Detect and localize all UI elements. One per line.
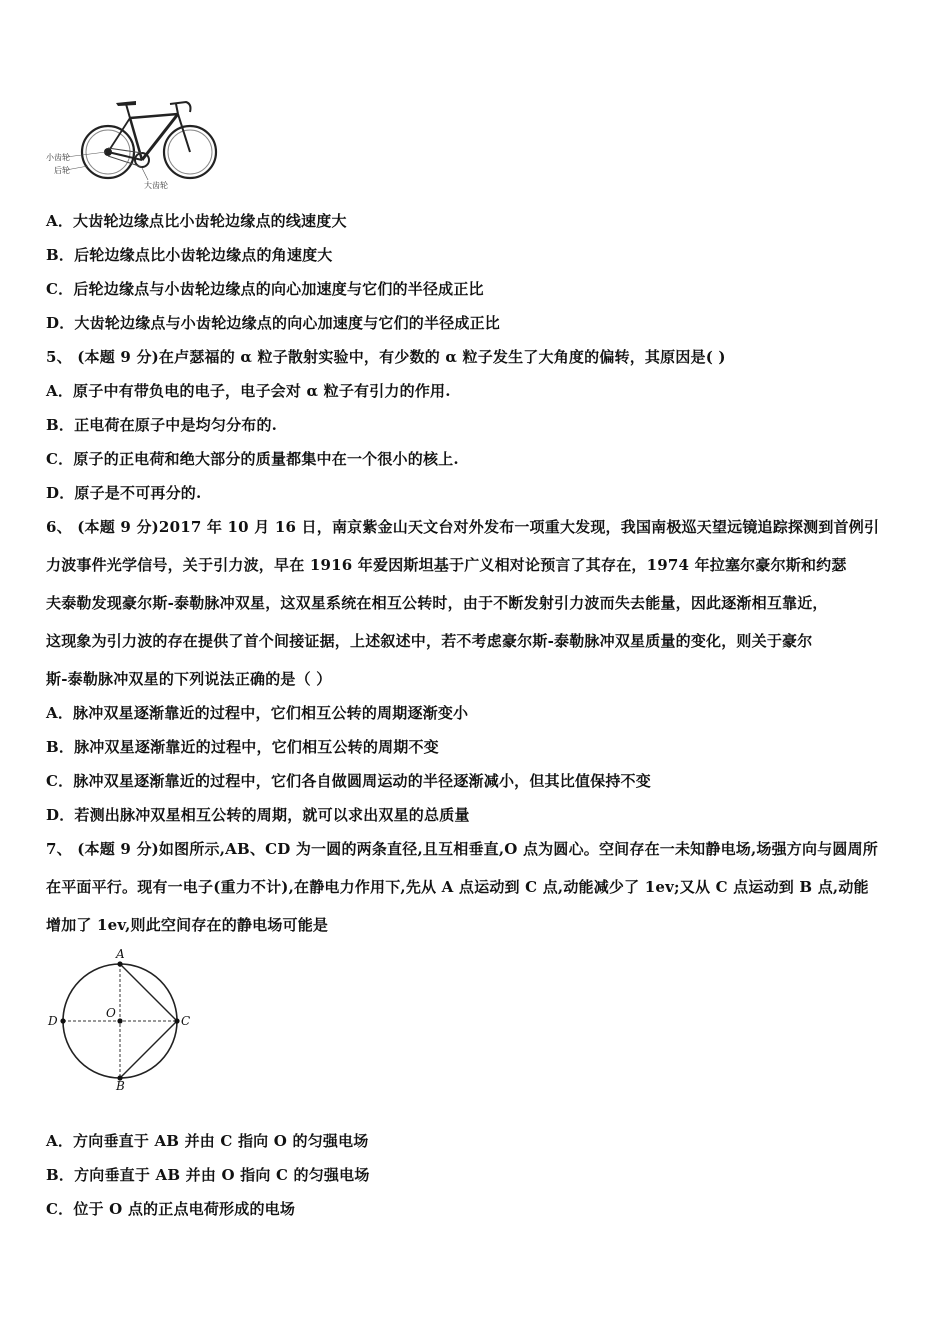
q7-stem-line-3: 增加了 1ev,则此空间存在的静电场可能是	[46, 916, 329, 934]
q4-option-c: C．后轮边缘点与小齿轮边缘点的向心加速度与它们的半径成正比	[46, 280, 484, 298]
q4-option-b: B．后轮边缘点比小齿轮边缘点的角速度大	[46, 246, 333, 264]
label-b: B	[116, 1079, 125, 1092]
point-c	[174, 1018, 179, 1023]
q6-option-a: A．脉冲双星逐渐靠近的过程中，它们相互公转的周期逐渐变小	[46, 704, 469, 722]
q6-stem-line-1: 6、 (本题 9 分)2017 年 10 月 16 日，南京紫金山天文台对外发布一项重大发现，我国南极巡天望远镜追踪探测到首例引	[46, 518, 880, 536]
q6-stem-line-5: 斯-泰勒脉冲双星的下列说法正确的是（ ）	[46, 670, 332, 688]
point-o	[117, 1018, 122, 1023]
q7-option-b: B．方向垂直于 AB 并由 O 指向 C 的匀强电场	[46, 1166, 370, 1184]
label-a: A	[116, 947, 125, 961]
q6-option-d: D．若测出脉冲双星相互公转的周期，就可以求出双星的总质量	[46, 806, 470, 824]
q5-option-d: D．原子是不可再分的.	[46, 484, 202, 502]
q4-option-a: A．大齿轮边缘点比小齿轮边缘点的线速度大	[46, 212, 347, 230]
q7-option-a: A．方向垂直于 AB 并由 C 指向 O 的匀强电场	[46, 1132, 369, 1150]
q5-option-c: C．原子的正电荷和绝大部分的质量都集中在一个很小的核上.	[46, 450, 459, 468]
label-rear-wheel: 后轮	[54, 166, 70, 175]
q5-stem: 5、 (本题 9 分)在卢瑟福的 α 粒子散射实验中，有少数的 α 粒子发生了大角度的偏转，其原因是( )	[46, 348, 726, 366]
label-o: O	[106, 1006, 116, 1020]
q4-option-d: D．大齿轮边缘点与小齿轮边缘点的向心加速度与它们的半径成正比	[46, 314, 501, 332]
q6-stem-line-3: 夫泰勒发现豪尔斯-泰勒脉冲双星，这双星系统在相互公转时，由于不断发射引力波而失去能量，因此逐渐相互靠近，	[46, 594, 828, 612]
q6-stem-line-4: 这现象为引力波的存在提供了首个间接证据，上述叙述中，若不考虑豪尔斯-泰勒脉冲双星质量的变化，则关于豪尔	[46, 632, 813, 650]
q7-stem-line-1: 7、 (本题 9 分)如图所示,AB、CD 为一圆的两条直径,且互相垂直,O 点为圆心。空间存在一未知静电场,场强方向与圆周所	[46, 840, 879, 858]
label-big-gear: 大齿轮	[144, 181, 168, 190]
label-d: D	[48, 1014, 58, 1028]
label-c: C	[181, 1014, 191, 1028]
bicycle-figure	[44, 96, 220, 192]
q6-stem-line-2: 力波事件光学信号，关于引力波，早在 1916 年爱因斯坦基于广义相对论预言了其存在，1974 年拉塞尔豪尔斯和约瑟	[46, 556, 847, 574]
circle-diagram-svg	[44, 944, 194, 1092]
circle-diagram	[44, 944, 194, 1092]
label-small-gear: 小齿轮	[46, 153, 70, 162]
point-a	[117, 961, 122, 966]
bicycle-illustration	[44, 96, 220, 192]
point-d	[60, 1018, 65, 1023]
q7-option-c: C．位于 O 点的正点电荷形成的电场	[46, 1200, 296, 1218]
q6-option-b: B．脉冲双星逐渐靠近的过程中，它们相互公转的周期不变	[46, 738, 439, 756]
q5-option-b: B．正电荷在原子中是均匀分布的.	[46, 416, 278, 434]
q7-stem-line-2: 在平面平行。现有一电子(重力不计),在静电力作用下,先从 A 点运动到 C 点,动能减少了 1ev;又从 C 点运动到 B 点,动能	[46, 878, 869, 896]
q6-option-c: C．脉冲双星逐渐靠近的过程中，它们各自做圆周运动的半径逐渐减小，但其比值保持不变	[46, 772, 651, 790]
q5-option-a: A．原子中有带负电的电子，电子会对 α 粒子有引力的作用.	[46, 382, 451, 400]
